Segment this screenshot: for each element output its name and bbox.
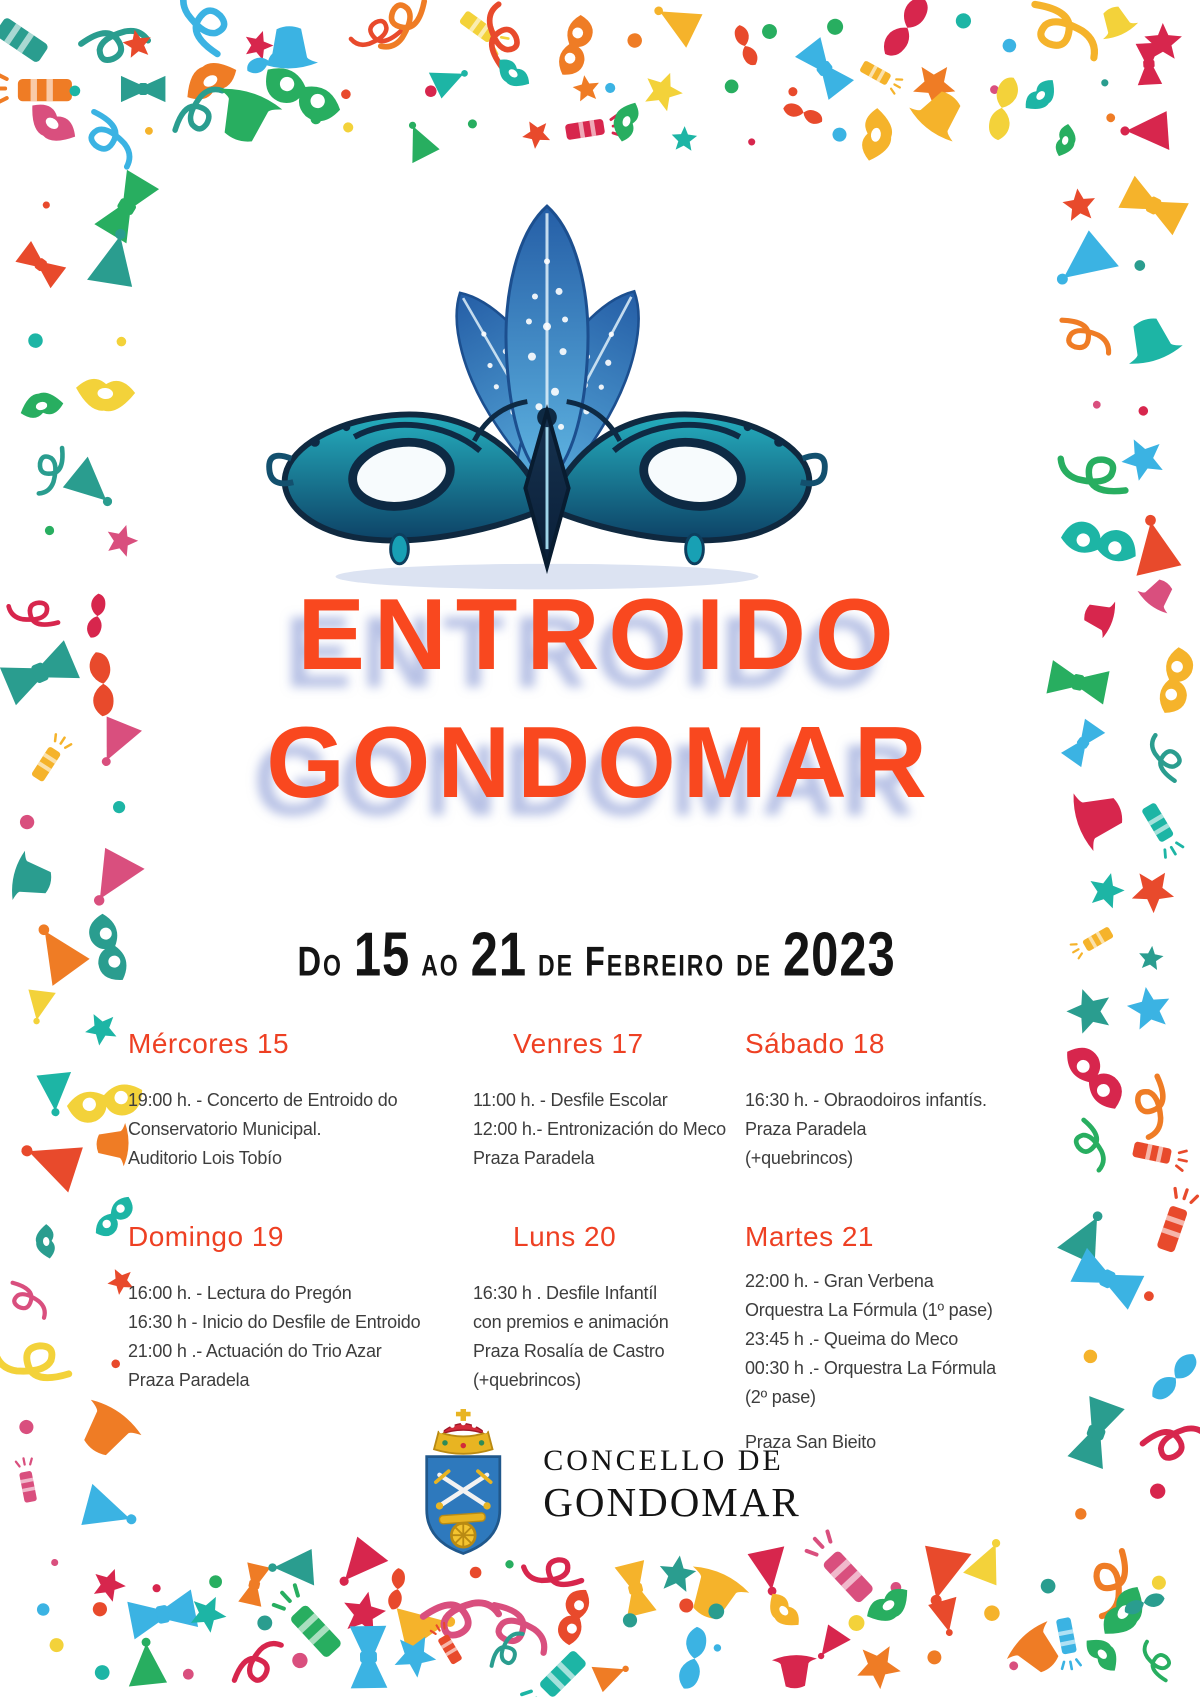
confetti-piece bbox=[762, 1589, 804, 1634]
confetti-piece bbox=[520, 1646, 589, 1697]
confetti-piece bbox=[238, 1562, 270, 1606]
confetti-piece bbox=[0, 74, 72, 103]
day-title: Domingo 19 bbox=[128, 1221, 284, 1252]
confetti-piece bbox=[603, 81, 617, 95]
confetti-piece bbox=[986, 75, 1021, 142]
confetti-piece bbox=[8, 850, 57, 908]
day-title: Martes 21 bbox=[745, 1221, 874, 1252]
confetti-piece bbox=[84, 1013, 120, 1047]
confetti-piece bbox=[1073, 1507, 1088, 1522]
confetti-piece bbox=[42, 201, 50, 209]
confetti-piece bbox=[340, 88, 352, 100]
confetti-piece bbox=[85, 1562, 130, 1607]
day-line: (+quebrincos) bbox=[473, 1370, 581, 1390]
confetti-piece bbox=[981, 1602, 1003, 1624]
confetti-piece bbox=[267, 1549, 314, 1589]
confetti-piece bbox=[121, 76, 165, 102]
concello-logo-text bbox=[543, 1443, 800, 1525]
confetti-piece bbox=[27, 332, 44, 349]
confetti-piece bbox=[848, 1639, 904, 1696]
confetti-piece bbox=[1081, 1631, 1125, 1676]
confetti-piece bbox=[1091, 399, 1102, 410]
confetti-piece bbox=[93, 1663, 112, 1682]
confetti-piece bbox=[645, 0, 702, 48]
confetti-piece bbox=[1083, 1349, 1098, 1364]
confetti-piece bbox=[1093, 0, 1140, 42]
day-line: 12:00 h.- Entronización do Meco bbox=[473, 1119, 726, 1139]
confetti-piece bbox=[725, 79, 739, 93]
confetti-piece bbox=[80, 848, 145, 917]
confetti-piece bbox=[272, 1583, 347, 1660]
confetti-piece bbox=[1143, 1409, 1200, 1471]
confetti-piece bbox=[13, 1280, 46, 1320]
confetti-piece bbox=[759, 21, 780, 42]
confetti-piece bbox=[1069, 1120, 1114, 1171]
confetti-piece bbox=[89, 112, 134, 167]
day-line: Praza Paradela bbox=[473, 1148, 595, 1168]
date-word: ao bbox=[421, 938, 460, 986]
day-line: Praza Paradela bbox=[745, 1119, 867, 1139]
day-line: Auditorio Lois Tobío bbox=[128, 1148, 282, 1168]
confetti-piece bbox=[34, 1223, 56, 1259]
confetti-piece bbox=[1147, 1349, 1200, 1404]
day-line: con premios e animación bbox=[473, 1312, 669, 1332]
confetti-piece bbox=[127, 1589, 198, 1639]
confetti-piece bbox=[91, 1600, 109, 1618]
confetti-piece bbox=[963, 1532, 1012, 1585]
day-line: 16:00 h. - Lectura do Pregón bbox=[128, 1283, 352, 1303]
confetti-piece bbox=[110, 1358, 122, 1370]
confetti-piece bbox=[517, 115, 554, 152]
confetti-piece bbox=[1059, 517, 1141, 565]
date-line bbox=[24, 918, 1176, 990]
confetti-piece bbox=[1137, 405, 1149, 417]
confetti-piece bbox=[555, 13, 597, 80]
day-line: 23:45 h .- Queima do Meco bbox=[745, 1329, 959, 1349]
confetti-piece bbox=[782, 101, 825, 127]
confetti-piece bbox=[625, 30, 645, 50]
confetti-piece bbox=[830, 125, 849, 144]
day-line: 21:00 h .- Actuación do Trio Azar bbox=[128, 1341, 382, 1361]
confetti-piece bbox=[846, 1612, 868, 1634]
confetti-piece bbox=[1038, 1576, 1058, 1596]
confetti-piece bbox=[207, 1573, 225, 1591]
confetti-piece bbox=[1142, 1289, 1156, 1303]
confetti-piece bbox=[635, 64, 687, 117]
confetti-piece bbox=[1067, 1396, 1124, 1469]
confetti-piece bbox=[1105, 112, 1117, 124]
confetti-piece bbox=[0, 1325, 69, 1403]
day-line: (+quebrincos) bbox=[745, 1148, 853, 1168]
confetti-piece bbox=[1035, 0, 1096, 67]
day-title: Mércores 15 bbox=[128, 1028, 290, 1059]
confetti-piece bbox=[1053, 1617, 1081, 1671]
day-line: 16:30 h . Desfile Infantíl bbox=[473, 1283, 657, 1303]
confetti-piece bbox=[1155, 1186, 1198, 1254]
day-line: 11:00 h. - Desfile Escolar bbox=[473, 1090, 668, 1110]
confetti-piece bbox=[395, 116, 439, 163]
confetti-piece bbox=[1100, 78, 1110, 88]
carnival-mask-illustration bbox=[252, 160, 842, 592]
confetti-piece bbox=[1000, 36, 1019, 55]
confetti-piece bbox=[16, 1457, 40, 1503]
confetti-piece bbox=[860, 107, 896, 164]
confetti-piece bbox=[667, 123, 699, 155]
confetti-piece bbox=[1132, 258, 1147, 273]
confetti-piece bbox=[804, 1529, 878, 1605]
confetti-piece bbox=[592, 1653, 634, 1692]
confetti-piece bbox=[81, 1484, 142, 1539]
confetti-piece bbox=[554, 1585, 593, 1647]
day-line: Praza Paradela bbox=[128, 1370, 250, 1390]
confetti-piece bbox=[63, 457, 125, 518]
confetti-piece bbox=[878, 0, 933, 61]
day-line: 00:30 h .- Orquestra La Fórmula bbox=[745, 1358, 996, 1378]
day-line: 16:30 h - Inicio do Desfile de Entroido bbox=[128, 1312, 421, 1332]
confetti-piece bbox=[1122, 1076, 1184, 1138]
poster-title-line2: GONDOMAR bbox=[266, 707, 934, 819]
confetti-piece bbox=[1066, 989, 1109, 1034]
confetti-piece bbox=[17, 388, 65, 420]
confetti-piece bbox=[1062, 309, 1110, 363]
confetti-piece bbox=[810, 1624, 851, 1667]
confetti-piece bbox=[234, 1644, 281, 1681]
confetti-piece bbox=[99, 520, 142, 563]
confetti-piece bbox=[953, 10, 974, 31]
confetti-piece bbox=[677, 1597, 695, 1615]
confetti-piece bbox=[748, 138, 756, 146]
date-number: 21 bbox=[470, 919, 528, 989]
confetti-piece bbox=[94, 170, 159, 244]
confetti-piece bbox=[50, 1558, 60, 1568]
confetti-piece bbox=[117, 337, 127, 347]
confetti-piece bbox=[254, 1612, 275, 1633]
confetti-piece bbox=[1059, 439, 1125, 511]
confetti-piece bbox=[96, 1122, 129, 1166]
confetti-piece bbox=[1061, 187, 1097, 222]
day-footer: Praza San Bieito bbox=[745, 1432, 876, 1452]
confetti-piece bbox=[1118, 176, 1188, 236]
confetti-piece bbox=[1125, 861, 1182, 917]
schedule bbox=[128, 1028, 1072, 1457]
confetti-piece bbox=[124, 1636, 167, 1686]
confetti-piece bbox=[423, 1578, 500, 1651]
confetti-piece bbox=[22, 98, 81, 151]
confetti-piece bbox=[15, 241, 66, 288]
day-line: 16:30 h. - Obraodoiros infantís. bbox=[745, 1090, 987, 1110]
day-title: Venres 17 bbox=[513, 1028, 644, 1059]
confetti-piece bbox=[47, 1635, 66, 1654]
confetti-piece bbox=[1021, 75, 1063, 117]
confetti-piece bbox=[1117, 311, 1184, 369]
day-title: Luns 20 bbox=[513, 1221, 617, 1252]
confetti-piece bbox=[17, 1417, 36, 1436]
date-word: Do bbox=[297, 938, 343, 986]
day-title: Sábado 18 bbox=[745, 1028, 885, 1059]
day-line: Praza Rosalía de Castro bbox=[473, 1341, 665, 1361]
confetti-piece bbox=[1008, 1660, 1019, 1671]
confetti-piece bbox=[328, 1537, 388, 1599]
confetti-piece bbox=[35, 1601, 52, 1618]
confetti-piece bbox=[173, 89, 224, 130]
poster-title-line1: ENTROIDO bbox=[297, 579, 903, 691]
date-word: de Febreiro de bbox=[538, 938, 772, 986]
confetti-piece bbox=[387, 1567, 407, 1610]
confetti-piece bbox=[608, 98, 642, 144]
date-number: 2023 bbox=[782, 919, 896, 989]
confetti-piece bbox=[1131, 1140, 1188, 1171]
confetti-piece bbox=[825, 16, 846, 37]
confetti-piece bbox=[44, 525, 54, 535]
date-number: 15 bbox=[353, 919, 411, 989]
confetti-piece bbox=[74, 377, 136, 413]
confetti-piece bbox=[1119, 111, 1169, 153]
confetti-piece bbox=[732, 23, 761, 68]
logo-text-line1: CONCELLO DE bbox=[543, 1444, 784, 1477]
confetti-piece bbox=[1045, 230, 1119, 302]
confetti-piece bbox=[467, 118, 479, 130]
confetti-piece bbox=[925, 1648, 943, 1666]
confetti-piece bbox=[1149, 1483, 1166, 1500]
day-line: 22:00 h. - Gran Verbena bbox=[745, 1271, 934, 1291]
confetti-piece bbox=[1139, 1641, 1172, 1680]
confetti-piece bbox=[144, 126, 154, 136]
day-line: 19:00 h. - Concerto de Entroido do bbox=[128, 1090, 398, 1110]
confetti-piece bbox=[173, 0, 231, 54]
confetti-piece bbox=[858, 59, 904, 94]
confetti-piece bbox=[13, 1130, 82, 1193]
confetti-piece bbox=[151, 1582, 163, 1594]
confetti-piece bbox=[565, 115, 623, 144]
confetti-piece bbox=[291, 1651, 309, 1669]
day-block-venres bbox=[473, 1028, 745, 1173]
confetti-piece bbox=[181, 1667, 196, 1682]
day-line: (2º pase) bbox=[745, 1387, 816, 1407]
confetti-piece bbox=[568, 73, 603, 107]
confetti-piece bbox=[713, 1643, 722, 1652]
day-line: Conservatorio Municipal. bbox=[128, 1119, 322, 1139]
confetti-piece bbox=[257, 61, 345, 130]
concello-logo bbox=[399, 1398, 800, 1570]
confetti-piece bbox=[1053, 122, 1079, 159]
confetti-piece bbox=[342, 122, 354, 134]
confetti-piece bbox=[1150, 1574, 1167, 1591]
confetti-piece bbox=[677, 1625, 710, 1691]
confetti-piece bbox=[350, 1626, 388, 1689]
confetti-piece bbox=[623, 1613, 637, 1627]
confetti-piece bbox=[772, 1654, 818, 1689]
confetti-piece bbox=[795, 37, 854, 100]
day-block-mercores bbox=[128, 1028, 473, 1173]
concello-crest-icon bbox=[399, 1398, 527, 1570]
confetti-piece bbox=[0, 0, 52, 65]
day-line: Orquestra La Fórmula (1º pase) bbox=[745, 1300, 993, 1320]
confetti-piece bbox=[24, 990, 55, 1027]
day-block-sabado bbox=[745, 1028, 1072, 1173]
confetti-piece bbox=[787, 86, 799, 98]
logo-text-line2: GONDOMAR bbox=[543, 1479, 801, 1525]
confetti-piece bbox=[1119, 436, 1164, 482]
confetti-piece bbox=[1084, 871, 1129, 915]
